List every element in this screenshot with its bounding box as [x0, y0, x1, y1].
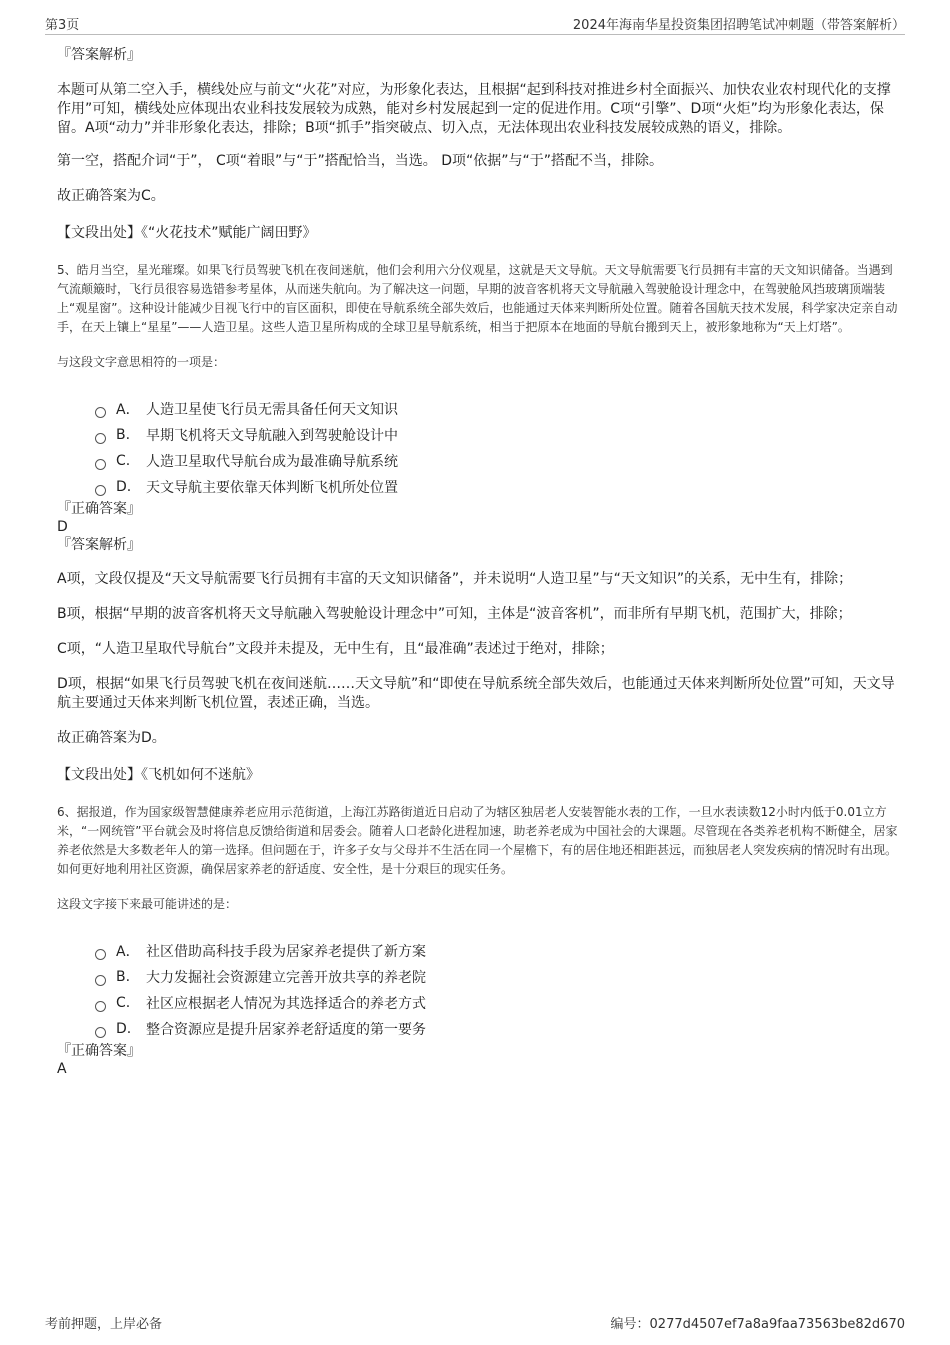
radio-icon[interactable] — [95, 1001, 106, 1012]
question-5-source: 【文段出处】《飞机如何不迷航》 — [57, 767, 260, 783]
option-c[interactable] — [95, 990, 900, 1016]
option-text: 整合资源应是提升居家养老舒适度的第一要务 — [146, 1022, 426, 1038]
question-5-analysis-paragraph: B项，根据“早期的波音客机将天文导航融入驾驶舱设计理念中”可知，主体是“波音客机”，而非所有早期飞机，范围扩大，排除； — [57, 606, 852, 622]
question-5-answer-label: 『正确答案』 — [57, 501, 141, 517]
question-6-prompt: 这段文字接下来最可能讲述的是： — [57, 897, 238, 911]
option-text: 社区借助高科技手段为居家养老提供了新方案 — [146, 944, 426, 960]
radio-icon[interactable] — [95, 1027, 106, 1038]
option-text: 天文导航主要依靠天体判断飞机所处位置 — [146, 480, 398, 496]
question-5-analysis-paragraph: D项，根据“如果飞行员驾驶飞机在夜间迷航……天文导航”和“即使在导航系统全部失效后，也能通过天体来判断所处位置”可知，天文导航主要通过天体来判断飞机位置，表述正确，当选。 — [57, 676, 895, 711]
page-number: 第3页 — [45, 18, 80, 33]
radio-icon[interactable] — [95, 459, 106, 470]
option-c[interactable] — [95, 448, 900, 474]
radio-icon[interactable] — [95, 433, 106, 444]
option-letter: C. — [116, 995, 131, 1011]
option-b[interactable] — [95, 964, 900, 990]
question-5-conclusion: 故正确答案为D。 — [57, 730, 166, 746]
radio-icon[interactable] — [95, 485, 106, 496]
question-5-analysis-label: 『答案解析』 — [57, 537, 141, 553]
option-d[interactable] — [95, 1016, 900, 1042]
question-6-options — [95, 938, 900, 1042]
question-6-stem: 6、据报道，作为国家级智慧健康养老应用示范街道，上海江苏路街道近日启动了为辖区独居老人安装智能水表的工作，一旦水表读数12小时内低于0.01立方米，“一网统管”平台就会及时将信息反馈给街道和居委会。随着人口老龄化进程加速，助老养老成为中国社会的大课题。尽管现在各类养老机构不断健全，居家养老依然是大多数老年人的第一选择。但问题在于，许多子女与父母并不生活在同一个屋檐下，有的居住地还相距甚远，而独居老人突发疾病的情况时有出现。如何更好地利用社区资源，确保居家养老的舒适度、安全性，是十分艰巨的现实任务。 — [57, 805, 898, 876]
document-body — [57, 46, 900, 1078]
question-5-prompt: 与这段文字意思相符的一项是： — [57, 355, 226, 369]
radio-icon[interactable] — [95, 949, 106, 960]
option-letter: D. — [116, 1021, 132, 1037]
option-text: 人造卫星取代导航台成为最准确导航系统 — [146, 454, 398, 470]
option-letter: B. — [116, 427, 131, 443]
radio-icon[interactable] — [95, 407, 106, 418]
option-text: 人造卫星使飞行员无需具备任何天文知识 — [146, 402, 398, 418]
prev-analysis-paragraph: 本题可从第二空入手，横线处应与前文“火花”对应，为形象化表达，且根据“起到科技对推进乡村全面振兴、加快农业农村现代化的支撑作用”可知，横线处应体现出农业科技发展较为成熟，能对乡村发展起到一定的促进作用。C项“引擎”、D项“火炬”均为形象化表达，保留。A项“动力”并非形象化表达，排除；B项“抓手”指突破点、切入点，无法体现出农业科技发展较成熟的语义，排除。 — [57, 82, 891, 136]
radio-icon[interactable] — [95, 975, 106, 986]
prev-source: 【文段出处】《“火花技术”赋能广阔田野》 — [57, 225, 317, 241]
question-6-answer: A — [57, 1061, 67, 1077]
document-code-value: 0277d4507ef7a8a9faa73563be82d670 — [649, 1317, 905, 1332]
question-5-analysis-paragraph: A项，文段仅提及“天文导航需要飞行员拥有丰富的天文知识储备”，并未说明“人造卫星”与“天文知识”的关系，无中生有，排除； — [57, 571, 853, 587]
document-code — [611, 1313, 905, 1332]
option-text: 社区应根据老人情况为其选择适合的养老方式 — [146, 996, 426, 1012]
document-code-label: 编号： — [610, 1317, 650, 1332]
question-6-answer-label: 『正确答案』 — [57, 1043, 141, 1059]
prev-analysis-label: 『答案解析』 — [57, 47, 141, 63]
option-d[interactable] — [95, 474, 900, 500]
option-letter: B. — [116, 969, 131, 985]
option-letter: C. — [116, 453, 131, 469]
option-letter: D. — [116, 479, 132, 495]
page-header — [45, 12, 905, 35]
option-a[interactable] — [95, 396, 900, 422]
option-letter: A． — [116, 944, 140, 960]
question-5-options — [95, 396, 900, 500]
question-5-answer: D — [57, 519, 68, 535]
option-text: 早期飞机将天文导航融入到驾驶舱设计中 — [146, 428, 398, 444]
option-b[interactable] — [95, 422, 900, 448]
option-text: 大力发掘社会资源建立完善开放共享的养老院 — [146, 970, 426, 986]
option-letter: A． — [116, 402, 140, 418]
prev-analysis-paragraph: 第一空，搭配介词“于”， C项“着眼”与“于”搭配恰当，当选。 D项“依据”与“于”搭配不当，排除。 — [57, 153, 663, 169]
footer-slogan: 考前押题，上岸必备 — [45, 1317, 163, 1332]
document-title: 2024年海南华星投资集团招聘笔试冲刺题（带答案解析） — [572, 18, 905, 33]
question-5-analysis-paragraph: C项，“人造卫星取代导航台”文段并未提及，无中生有，且“最准确”表述过于绝对，排除； — [57, 641, 614, 657]
prev-answer-conclusion: 故正确答案为C。 — [57, 188, 165, 204]
option-a[interactable] — [95, 938, 900, 964]
page-footer — [45, 1310, 905, 1330]
question-5-stem: 5、皓月当空，星光璀璨。如果飞行员驾驶飞机在夜间迷航，他们会利用六分仪观星，这就是天文导航。天文导航需要飞行员拥有丰富的天文知识储备。当遇到气流颠簸时，飞行员很容易选错参考星体，从而迷失航向。为了解决这一问题，早期的波音客机将天文导航融入驾驶舱设计理念中，在驾驶舱风挡玻璃顶端装上“观星窗”。这种设计能减少目视飞行中的盲区面积，即使在导航系统全部失效后，也能通过天体来判断所处位置。随着各国航天技术发展，科学家决定亲自动手，在天上镶上“星星”——人造卫星。这些人造卫星所构成的全球卫星导航系统，相当于把原本在地面的导航台搬到天上，被形象地称为“天上灯塔”。 — [57, 263, 898, 334]
